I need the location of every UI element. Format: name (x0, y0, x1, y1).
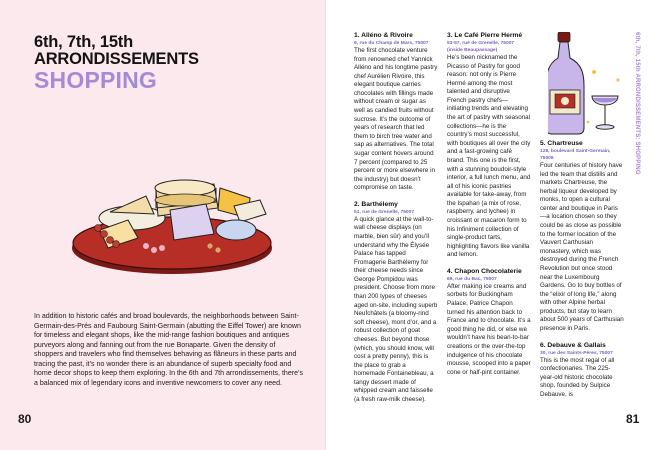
column-3 (540, 140, 624, 399)
entry-title: 5. Chartreuse (540, 140, 583, 147)
column-1 (354, 32, 438, 405)
entry-title: 2. Barthélemy (354, 200, 398, 208)
entry-body: This is the most regal of all confectionaries. The 225-year-old historic chocolate shop, founded by Sulpice Debauve, is (540, 356, 615, 398)
entry-body: A quick glance at the wall-to-wall cheese displays (on marble, bien sûr) and you’ll understand why the Élysée Palace has tapped Fromagerie Barthélemy for their cheese needs since George Pompidou was president. Choose from more than 200 types of cheeses aged on-site, including superb Neufchâtels (a bloomy-rind soft cheese), mont d’or, and a robust collection of goat cheeses. But beyond those (which, you should know, will cost a pretty penny), this is the place to grab a homemade Fontainebleau, a tangy dessert made of whipped cream and faisselle (a fresh raw-milk cheese). (354, 215, 438, 403)
entry-1 (354, 32, 438, 193)
entry-address: 30, rue des Saints-Pères, 75007 (540, 350, 613, 356)
left-page (0, 0, 326, 450)
entry-address: 9, rue du Champ de Mars, 75007 (354, 41, 429, 46)
entry-address: 51, rue de Grenelle, 75007 (354, 209, 415, 215)
intro-paragraph: In addition to historic cafés and broad boulevards, the neighborhoods between Saint-Germain-des-Prés and Faubourg Saint-Germain (abutting the Eiffel Tower) are known for timeless and elegant shops, like the mid-range fashion boutiques and antiques purveyors along and fanning out from the rue Bonaparte. Given the density of shoppers and travelers who find themselves behaving as flâneurs in these parts and tracing the past, it’s no wonder there is an abundance of superb specialty food and home decor shops to keep them exploring. In the 6th and 7th arrondissements, there’s a balanced mix of legendary icons and inventive newcomers to cover any need. (34, 313, 303, 387)
entry-body: The first chocolate venture from renowned chef Yannick Alléno and his longtime pastry chef Aurélien Rivoire, this elegant boutique carries chocolates with fillings made without cream or sugar as well as candied fruits without sucrose. It’s the outcome of years of research that led them to birch tree water and sap as alternatives. The total sugar content hovers around 7 percent (compared to 25 percent or more elsewhere in the industry) but doesn’t compromise on taste. (354, 47, 438, 192)
running-head-text: 6th, 7th, 15th ARRONDISSEMENTS: SHOPPING (634, 32, 640, 175)
entry-body: He’s been nicknamed the Picasso of Pastry for good reason: not only is Pierre Hermé among the most talented and disruptive French pastry chefs—initiating trends and elevating the art of pastry with seasonal collections—he is the country’s most successful, with boutiques all over the city and a fast-growing café brand. This one is the first, with a stunning boudoir-style interior, a full lunch menu, and all of his iconic pastries available for take-away, from the Ispahan (a mix of rose, raspberry, and lychee) in croissant or macaron form to his Infiniment collection of single-product tarts, highlighting flavors like vanilla and lemon. (447, 54, 531, 259)
title-arrondissements-word: ARRONDISSEMENTS (34, 50, 199, 68)
column-2 (447, 32, 531, 377)
entry-address: 69, rue du Bac, 75007 (447, 276, 497, 282)
entry-spacer (354, 193, 438, 201)
chartreuse-bottle-and-glass-illustration (548, 32, 628, 140)
entry-title: 6. Debauve & Gallais (540, 341, 606, 349)
entry-address: 128, boulevard Saint-Germain, 75006 (540, 149, 611, 161)
title-shopping: SHOPPING (34, 67, 158, 93)
entry-5 (540, 140, 624, 334)
entry-title: 4. Chapon Chocolaterie (447, 267, 522, 275)
title-arrondissements-numbers: 6th, 7th, 15th (34, 33, 133, 51)
entry-3 (447, 32, 531, 260)
entry-spacer (540, 334, 624, 342)
entry-spacer (447, 260, 531, 268)
entry-title: 3. Le Café Pierre Hermé (447, 32, 523, 39)
entry-address: 53-57, rue de Grenelle, 75007 (inside Beaupassage) (447, 41, 515, 53)
page-number-right: 81 (626, 412, 640, 426)
entry-title: 1. Alléno & Rivoire (354, 32, 413, 39)
entry-4 (447, 268, 531, 377)
cheese-board-illustration (70, 168, 275, 288)
entry-body: Four centuries of history have led the team that distills and markets Chartreuse, the herbal liqueur developed by monks, to open a cultural center and boutique in Paris—a location chosen so they could be as close as possible to the former location of the Vauvert Carthusian monastery, which was destroyed during the French Revolution but once stood near the Luxembourg Gardens. Go to buy bottles of the “elixir of long life,” along with other Alpine herbal products, but stay to learn about 500 years of Carthusian presence in Paris. (540, 162, 624, 332)
running-head (630, 32, 642, 202)
entry-6 (540, 342, 624, 400)
entry-body: After making ice creams and sorbets for Buckingham Palace, Patrice Chapon turned his attention back to France and to chocolate. It’s a good thing he did, or else we wouldn’t have his bean-to-bar creations or the over-the-top indulgence of his chocolate mousse, scooped into a paper cone or half-pint container. (447, 282, 531, 376)
page-number-left: 80 (18, 412, 32, 426)
page-title (34, 34, 199, 92)
entry-2 (354, 201, 438, 405)
